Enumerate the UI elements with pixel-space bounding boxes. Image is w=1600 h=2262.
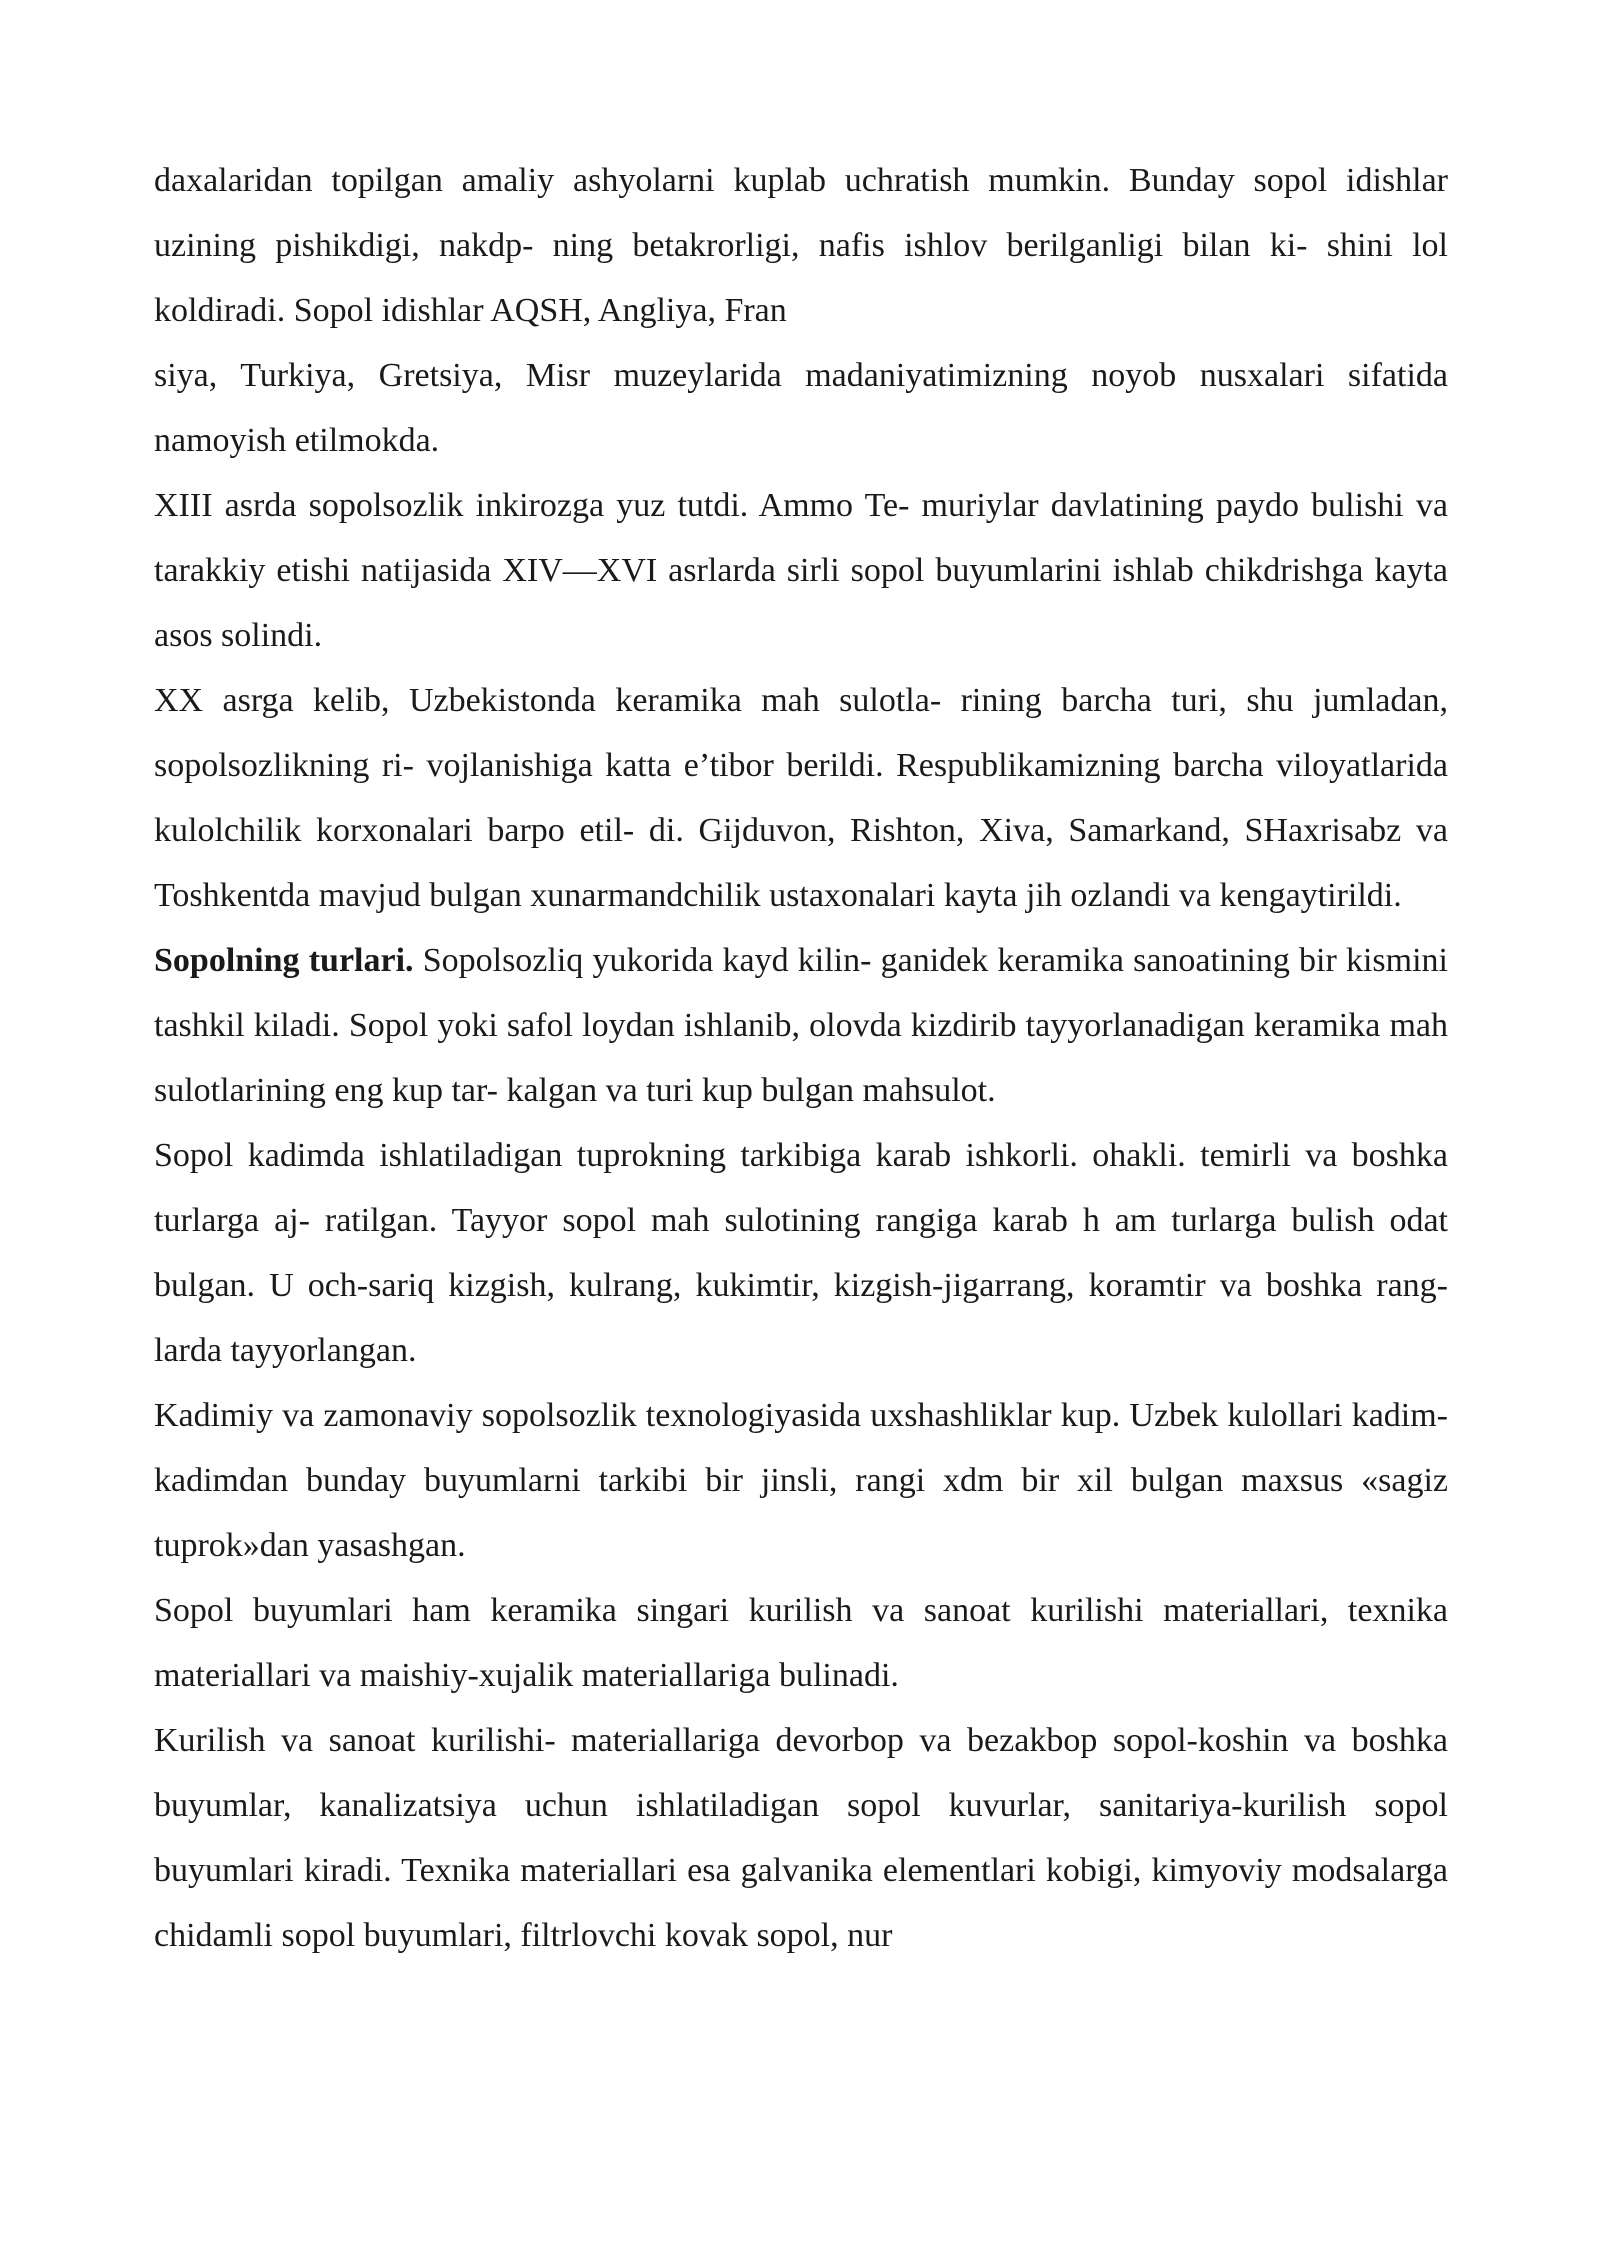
paragraph-7 [154,1383,1448,1578]
paragraph-6-text: Sopol kadimda ishlatiladigan tuprokning tarkibiga karab ishkorli. ohakli. temirli va boshka turlarga aj- ratilgan. Tayyor sopol mah sulotining rangiga karab h am turlarga bulish odat bulgan. U och-sariq kizgish, kulrang, kukimtir, kizgish-jigarrang, koramtir va boshka rang- larda tayyorlangan. [154,1137,1448,1369]
paragraph-7-text: Kadimiy va zamonaviy sopolsozlik texnologiyasida uxshashliklar kup. Uzbek kulollari kadim-kadimdan bunday buyumlarni tarkibi bir jinsli, rangi xdm bir xil bulgan maxsus «sagiz tuprok»dan yasashgan. [154,1397,1448,1564]
paragraph-5 [154,928,1448,1123]
paragraph-2-text: siya, Turkiya, Gretsiya, Misr muzeylarida madaniyatimizning noyob nusxalari sifatida namoyish etilmokda. [154,357,1448,459]
paragraph-1 [154,148,1448,343]
paragraph-4-text: XX asrga kelib, Uzbekistonda keramika mah sulotla- rining barcha turi, shu jumladan, sopolsozlikning ri- vojlanishiga katta e’tibor berildi. Respublikamizning barcha viloyatlarida kulolchilik korxonalari barpo etil- di. Gijduvon, Rishton, Xiva, Samarkand, SHaxrisabz va Toshkentda mavjud bulgan xunarmandchilik ustaxonalari kayta jih ozlandi va kengaytirildi. [154,682,1448,914]
section-heading: Sopolning turlari. [154,942,414,979]
paragraph-1-text: daxalaridan topilgan amaliy ashyolarni kuplab uchratish mumkin. Bunday sopol idishlar uzining pishikdigi, nakdp- ning betakrorligi, nafis ishlov berilganligi bilan ki- shini lol koldiradi. Sopol idishlar AQSH, Angliya, Fran [154,162,1448,329]
paragraph-5-text: Sopolsozliq yukorida kayd kilin- ganidek keramika sanoatining bir kismini tashkil kiladi. Sopol yoki safol loydan ishlanib, olovda kizdirib tayyorlanadigan keramika mah sulotlarining eng kup tar- kalgan va turi kup bulgan mahsulot. [154,942,1448,1109]
paragraph-9-text: Kurilish va sanoat kurilishi- materiallariga devorbop va bezakbop sopol-koshin va boshka buyumlar, kanalizatsiya uchun ishlatiladigan sopol kuvurlar, sanitariya-kurilish sopol buyumlari kiradi. Texnika materiallari esa galvanika elementlari kobigi, kimyoviy modsalarga chidamli sopol buyumlari, filtrlovchi kovak sopol, nur [154,1722,1448,1954]
paragraph-2 [154,343,1448,473]
paragraph-3 [154,473,1448,668]
paragraph-3-text: XIII asrda sopolsozlik inkirozga yuz tutdi. Ammo Te- muriylar davlatining paydo bulishi va tarakkiy etishi natijasida XIV—XVI asrlarda sirli sopol buyumlarini ishlab chikdrishga kayta asos solindi. [154,487,1448,654]
paragraph-6 [154,1123,1448,1383]
paragraph-8 [154,1578,1448,1708]
paragraph-4 [154,668,1448,928]
paragraph-9 [154,1708,1448,1968]
paragraph-8-text: Sopol buyumlari ham keramika singari kurilish va sanoat kurilishi materiallari, texnika materiallari va maishiy-xujalik materiallariga bulinadi. [154,1592,1448,1694]
